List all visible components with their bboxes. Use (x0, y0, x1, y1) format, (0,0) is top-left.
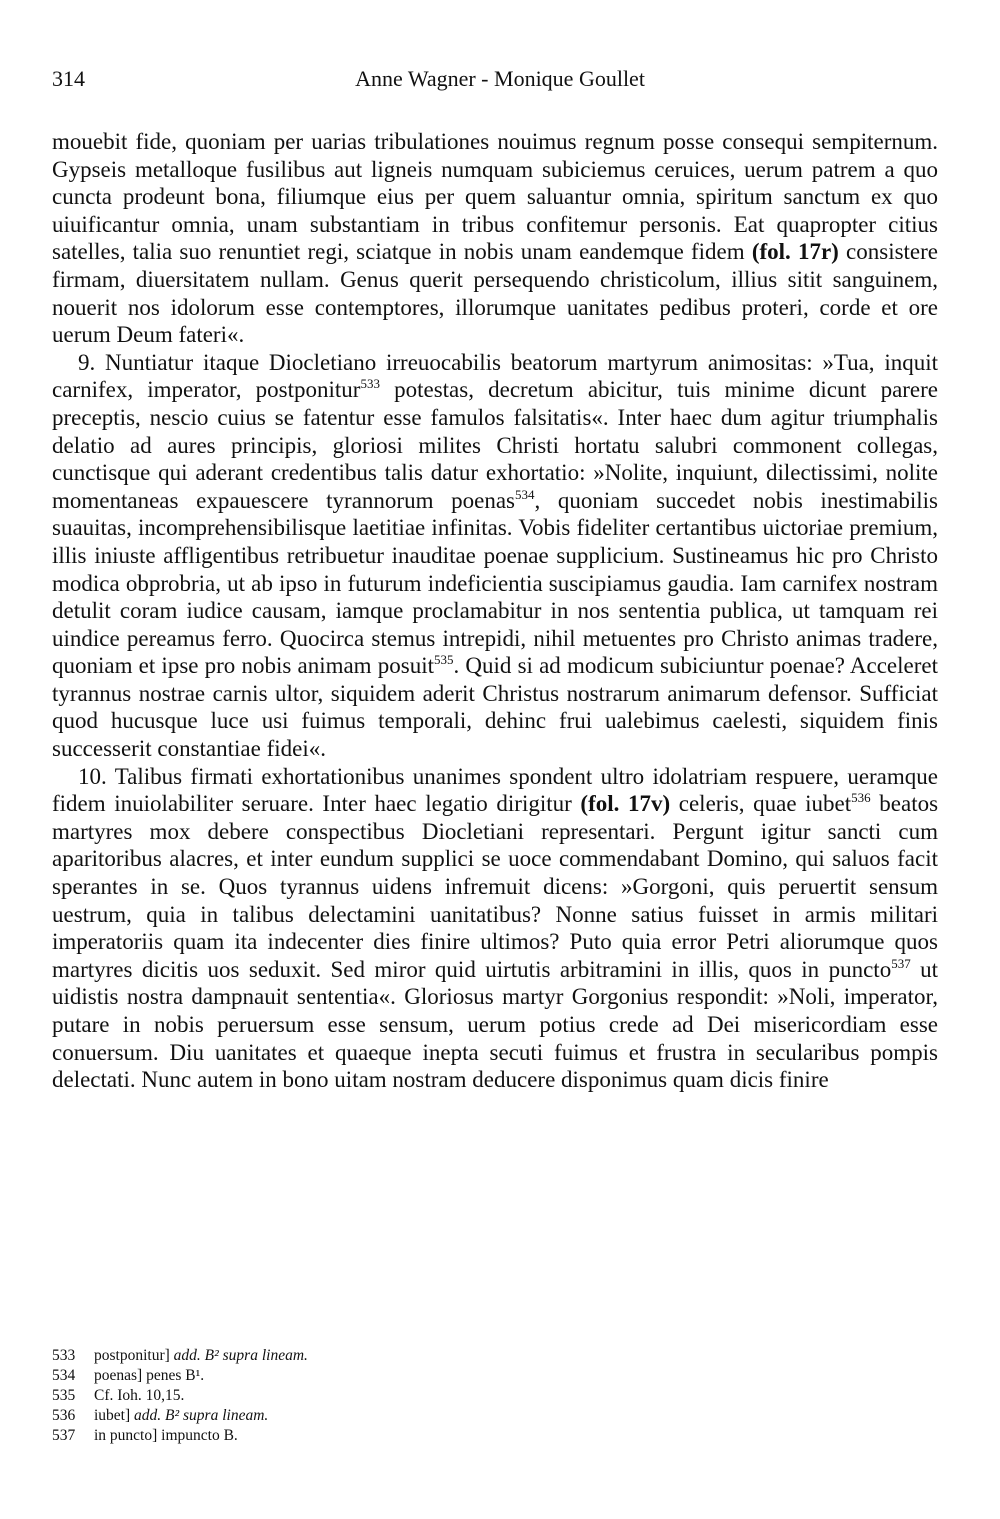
footnote-lemma: iubet] (94, 1407, 131, 1424)
footnote-note: add. B² supra lineam. (173, 1347, 308, 1364)
footnote-lemma: postponitur] (94, 1347, 170, 1364)
page-number: 314 (52, 66, 85, 91)
text-segment: consistere firmam, diuersitatem nullam. Genus querit persequendo christicolum, illius sitit sanguinem, nouerit nos idolorum esse contemptores, illorumque uanitates pedibus proteri, corde et ore uerum Deum fateri«. (52, 239, 938, 348)
text-segment: ut uidistis nostra dampnauit sententia«. Gloriosus martyr Gorgonius respondit: »Noli, imperator, putare in nobis peruersum esse sensum, uerum potius crede ad Dei misericordiam esse conuersum. Diu uanitates et quaeque inepta secuti fuimus et frustra in secularibus pompis delectati. Nunc autem in bono uitam nostram deducere disponimus quam dicis finire (52, 956, 939, 1093)
footnote (52, 1426, 938, 1446)
footnote-text (94, 1366, 204, 1386)
footnote-text (94, 1426, 238, 1446)
text-segment: Nuntiatur itaque Diocletiano irreuocabilis beatorum martyrum animositas: »Tua, inquit carnifex, imperator, postponitur (52, 349, 939, 403)
text-segment: potestas, decretum abicitur, tuis minime dicunt parere preceptis, nescio cuius se fatentur esse famulos falsitatis«. Inter haec dum agitur triumphalis delatio ad aures principis, gloriosi milites Christi hortatu salubri commonent collegas, cunctisque qui aderant credentibus talis datur exhortatio: »Nolite, inquiunt, dilectissimi, nolite momentaneas expauescere tyrannorum poenas (52, 377, 939, 513)
footnotes (52, 1346, 938, 1446)
footnote-note: add. B² supra lineam. (134, 1407, 269, 1424)
footnote-ref: 533 (360, 376, 380, 392)
footnote-ref: 534 (515, 486, 535, 502)
footnote (52, 1346, 938, 1366)
footnote-text (94, 1406, 268, 1426)
footnote-number: 537 (52, 1427, 76, 1444)
text-segment: celeris, quae iubet (678, 791, 852, 817)
page-header (52, 66, 948, 98)
section-number: 10. (78, 763, 107, 789)
text-segment: . Quid si ad modicum subiciuntur poenae? Acceleret tyrannus nostrae carnis ultor, siquidem aderit Christus nostrarum animarum defensor. Sufficiat quod hucusque luce usi fuimus temporali, dehinc frui ualebimus caelesti, siquidem finis successerit constantiae fidei«. (52, 653, 938, 762)
running-head: Anne Wagner - Monique Goullet (355, 66, 645, 91)
folio-marker: (fol. 17v) (580, 791, 671, 817)
footnote-note: Cf. Ioh. 10,15. (94, 1387, 185, 1404)
footnote-ref: 535 (433, 652, 454, 668)
text-segment: , quoniam succedet nobis inestimabilis suauitas, incomprehensibilisque laetitiae infinitas. Vobis fideliter certantibus uictoriae premium, illis iniuste affligentibus retribuetur inauditae poenae supplicium. Sustineamus hic pro Christo modica obprobria, ut ab ipso in futurum indeficientia suscipiamus gaudia. Iam carnifex nostram detulit coram iudice causam, iamque proclamabitur in nos sententia publica, ut tamquam rei uindice pereamus ferro. Quocirca stemus intrepidi, nihil metuentes pro Christo animas tradere, quoniam et ipse pro nobis animam posuit (52, 487, 938, 679)
text-segment: Talibus firmati exhortationibus unanimes spondent ultro idolatriam respuere, ueramque fidem inuiolabiliter seruare. Inter haec legatio dirigitur (52, 763, 938, 817)
text-segment: mouebit fide, quoniam per uarias tribulationes nouimus regnum posse consequi sempiternum. Gypseis metalloque fusilibus aut ligneis numquam subiciemus ceruices, uerum patrem a quo cuncta prodeunt bona, filiumque eius per quem saluantur omnia, spiritum sanctum ex quo uiuificantur omnia, unam substantiam in tribus confitemur personis. Eat quapropter citius satelles, talia suo renuntiet regi, sciatque in nobis unam eandemque fidem (52, 129, 938, 265)
paragraph-9 (52, 349, 938, 763)
footnote-text (94, 1386, 184, 1406)
footnote-number: 533 (52, 1347, 76, 1364)
footnote-note: penes B¹. (146, 1367, 205, 1384)
paragraph-continuation (52, 128, 938, 349)
footnote-ref: 536 (851, 790, 871, 806)
footnote (52, 1406, 938, 1426)
footnote-lemma: poenas] (94, 1367, 143, 1384)
footnote (52, 1366, 938, 1386)
paragraph-10 (52, 763, 938, 1094)
footnote-ref: 537 (891, 955, 911, 971)
footnote-number: 534 (52, 1367, 76, 1384)
footnote (52, 1386, 938, 1406)
text-segment: beatos martyres mox debere conspectibus Diocletiani representari. Pergunt igitur sancti cum aparitoribus alacres, et inter eundum supplici se uoce commendabant Domino, qui saluos facit sperantes in se. Quos tyrannus uidens infremuit dicens: »Gorgoni, quis peruertit sensum uestrum, quia in talibus delectamini uanitatibus? Nonne satius fuisset in armis militari imperatoriis quam ita indecenter dies finire ultimos? Puto quia error Petri aliorumque quos martyres dicitis uos seduxit. Sed miror quid uirtutis arbitramini in illis, quos in puncto (52, 791, 939, 982)
folio-marker: (fol. 17r) (751, 239, 839, 265)
section-number: 9. (78, 349, 96, 375)
main-text (52, 128, 938, 1094)
footnote-number: 535 (52, 1387, 76, 1404)
footnote-number: 536 (52, 1407, 76, 1424)
footnote-lemma: in puncto] (94, 1427, 158, 1444)
footnote-note: impuncto B. (161, 1427, 238, 1444)
footnote-text (94, 1346, 308, 1366)
